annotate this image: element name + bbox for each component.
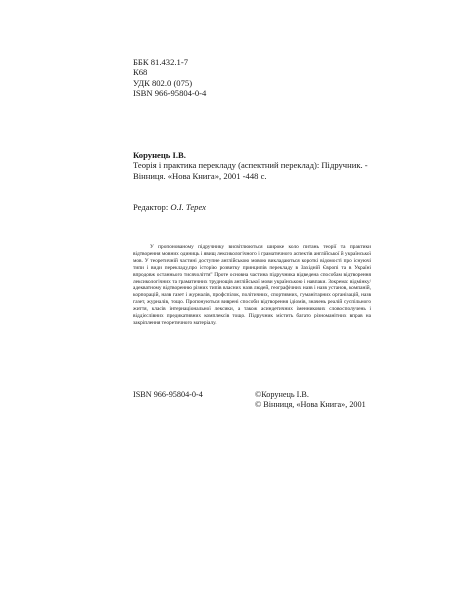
isbn-code: ISBN 966-95804-0-4 bbox=[133, 88, 207, 99]
copyright-block bbox=[255, 390, 366, 411]
catalog-codes bbox=[133, 57, 206, 99]
editor-line bbox=[133, 202, 206, 212]
author-mark-code: К68 bbox=[133, 67, 148, 78]
editor-label: Редактор: bbox=[133, 202, 171, 212]
footer-isbn: ISBN 966-95804-0-4 bbox=[133, 390, 203, 399]
bibliographic-record bbox=[133, 150, 383, 181]
copyright-publisher: © Вінниця, «Нова Книга», 2001 bbox=[255, 400, 366, 410]
author-name: Корунець І.В. bbox=[133, 150, 186, 160]
udk-code: УДК 802.0 (075) bbox=[133, 77, 193, 88]
copyright-author: ©Корунець І.В. bbox=[255, 390, 309, 399]
editor-name: О.І. Терех bbox=[170, 202, 206, 212]
book-description: Теорія і практика перекладу (аспектний переклад): Підручник. - Вінниця. «Нова Книга», 2001 -448 с. bbox=[133, 160, 368, 181]
bbk-code: ББК 81.432.1-7 bbox=[133, 57, 188, 67]
book-abstract: У пропонованому підручнику висвітлюються широке коло питань теорії та практики відтворення мовних одиниць і явищ лексикологічного і граматичного аспектів англійської й української мов. У теоретичній частині доступне англійською мовою викладаються короткі відомості про існуючі типи і види перекладу,про історію розвитку принципів перекладу в Західній Європі та в Україні впродовж останнього тисячоліття" Проте основна частина підручника відведена способам відтворення лексикологічних та граматичних труднощів англійської мови українською і навпаки. Зокрема: відмінку/адекватному відтворенню різних типів власних назв людей, географічних назв і назв установ, компаній, корпорацій, назв газет і журналів, профспілок, політичних, спортивних, гуманітарних організацій, назв газет, журналів, тощо. Пропонуються виврені способи відтворення ідіомів, значень реалій суспільного життя, класів інтернаціональної лексики, а також асиндетичних іменникових словосполучень і віддієслівних предикативних комплексів тощо. Підручник містить багато різноманітних вправ на закріплення теоретичного матеріалу. bbox=[133, 244, 371, 326]
